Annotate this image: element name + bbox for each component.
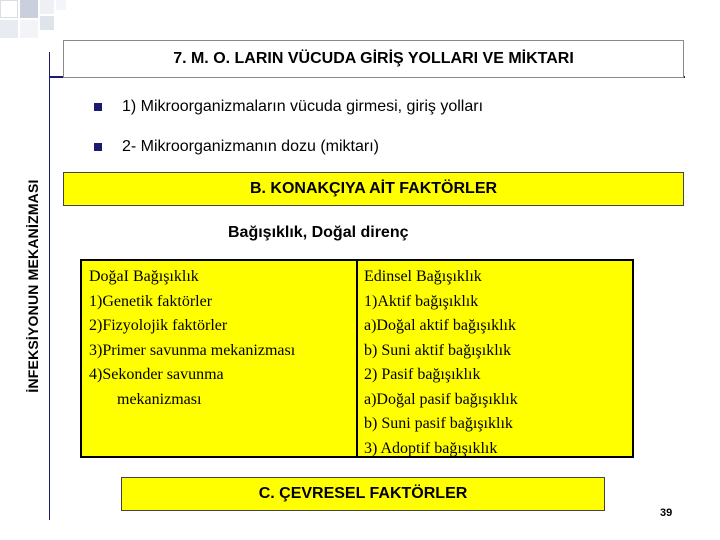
- bullet-item: [94, 98, 483, 116]
- bullet-text: 2- Mikroorganizmanın dozu (miktarı): [122, 138, 379, 155]
- list-item: 2)Fizyolojik faktörler: [89, 317, 228, 334]
- immunity-subtitle: Bağışıklık, Doğal direnç: [228, 224, 409, 241]
- section-b-heading-box: [63, 172, 684, 206]
- list-item-continuation: mekanizması: [117, 390, 202, 408]
- section-c-heading-box: [121, 477, 605, 511]
- slide-title: 7. M. O. LARIN VÜCUDA GİRİŞ YOLLARI VE MİKTARI: [173, 50, 574, 67]
- decor-square: [0, 20, 18, 38]
- bullet-text: 1) Mikroorganizmaların vücuda girmesi, giriş yolları: [122, 98, 484, 115]
- list-item: a)Doğal aktif bağışıklık: [364, 317, 516, 334]
- natural-immunity-heading: DoğaI Bağışıklık: [89, 268, 199, 285]
- column-divider: [356, 261, 358, 456]
- vertical-section-label: İNFEKSİYONUN MEKANİZMASI: [25, 179, 41, 393]
- section-c-heading: C. ÇEVRESEL FAKTÖRLER: [258, 485, 468, 502]
- list-item: 1)Aktif bağışıklık: [364, 292, 479, 310]
- list-item: 4)Sekonder savunma: [89, 366, 224, 383]
- square-bullet-icon: [94, 103, 102, 111]
- decor-square: [40, 16, 54, 30]
- page-number: 39: [660, 507, 673, 519]
- slide-title-box: [63, 40, 684, 78]
- list-item: b) Suni pasif bağışıklık: [364, 415, 513, 432]
- bullet-item: [94, 138, 379, 156]
- decor-square: [20, 20, 38, 38]
- list-item: 2) Pasif bağışıklık: [364, 366, 481, 383]
- decor-square: [40, 0, 54, 14]
- acquired-immunity-heading: Edinsel Bağışıklık: [364, 268, 482, 285]
- list-item: a)Doğal pasif bağışıklık: [364, 390, 518, 408]
- decor-square: [56, 0, 66, 10]
- square-bullet-icon: [94, 143, 102, 151]
- acquired-immunity-column: [364, 265, 632, 461]
- section-b-heading: B. KONAKÇIYA AİT FAKTÖRLER: [249, 180, 498, 197]
- decor-square: [20, 0, 38, 18]
- list-item: 1)Genetik faktörler: [89, 292, 213, 310]
- list-item: 3) Adoptif bağışıklık: [364, 439, 498, 457]
- decor-square: [0, 0, 18, 18]
- list-item: b) Suni aktif bağışıklık: [364, 341, 512, 359]
- immunity-factors-table: [80, 259, 634, 458]
- natural-immunity-column: [89, 265, 354, 412]
- list-item: 3)Primer savunma mekanizması: [89, 341, 296, 359]
- vertical-divider-line: [49, 52, 50, 520]
